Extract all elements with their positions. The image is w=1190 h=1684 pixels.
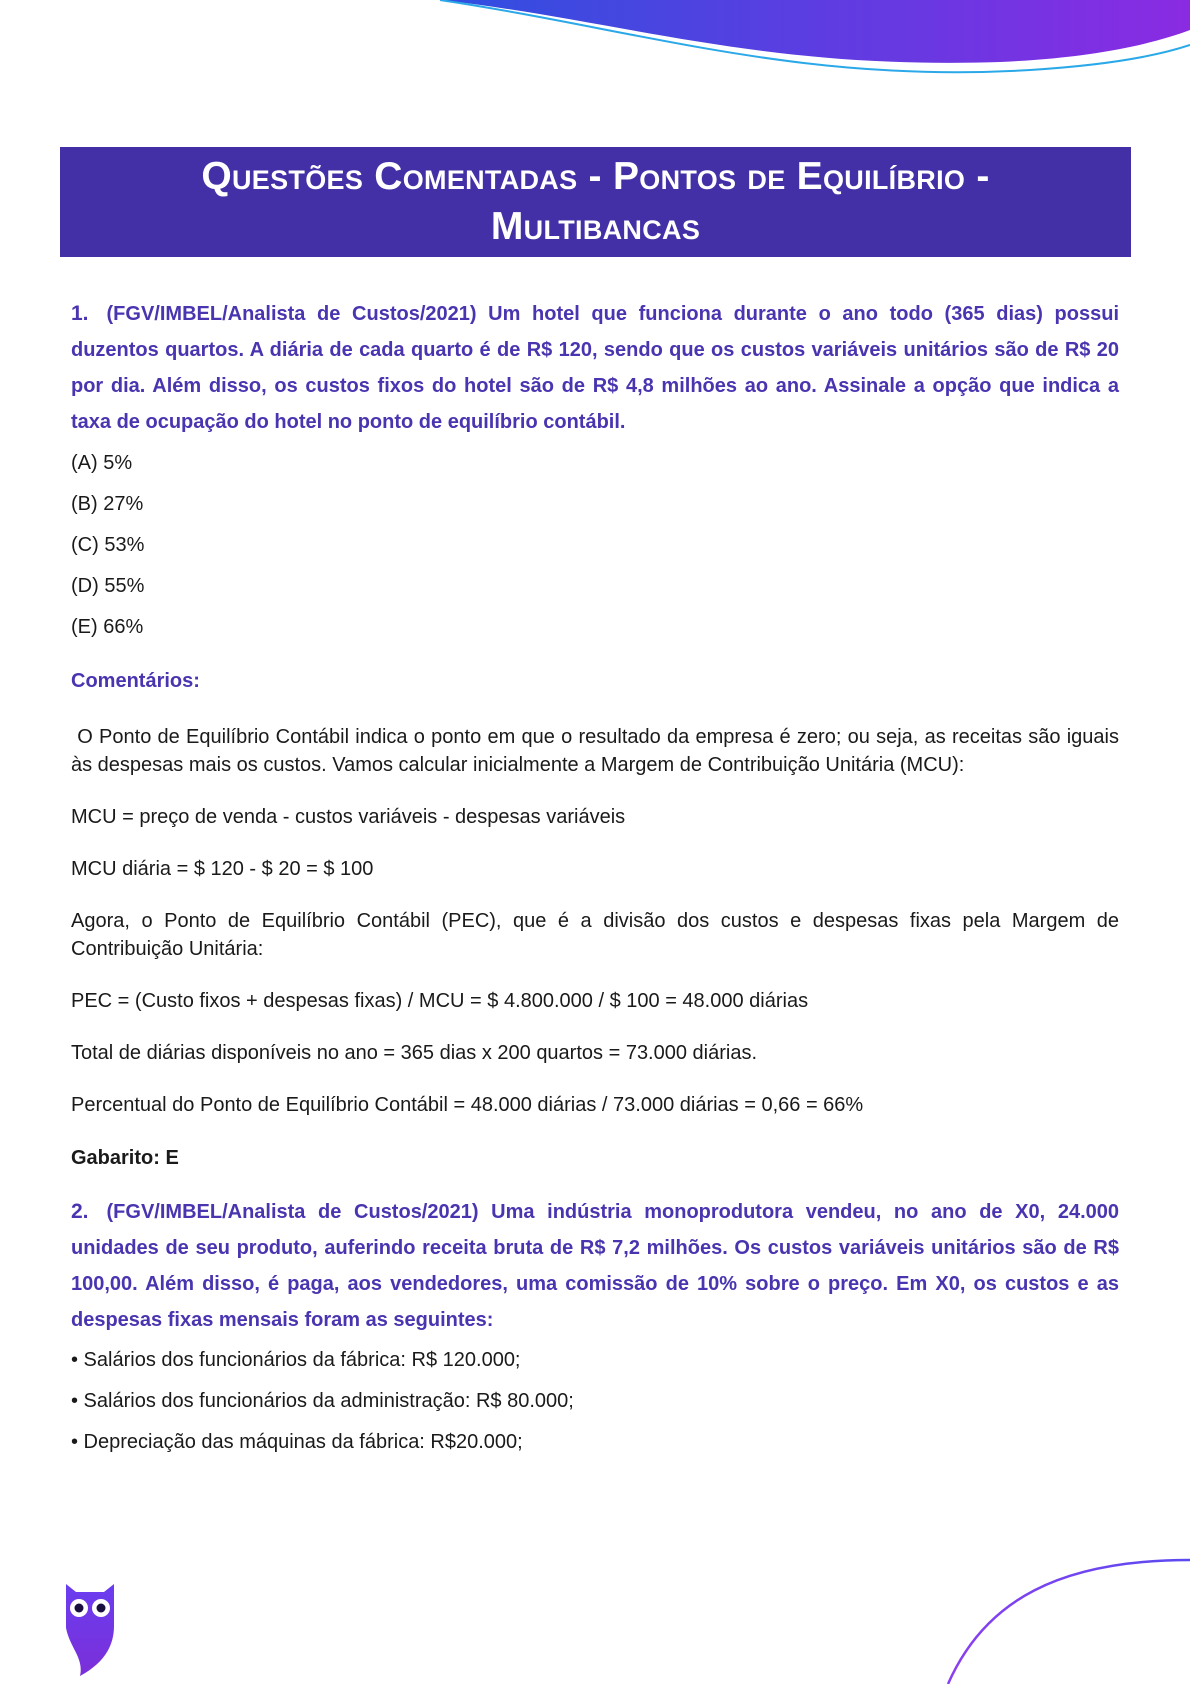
bottom-curve-decoration (0, 1540, 1190, 1684)
question-1-options (71, 446, 1119, 645)
top-wave-decoration (0, 0, 1190, 100)
list-item: • Depreciação das máquinas da fábrica: R$20.000; (71, 1431, 523, 1453)
page-title-line-2: Multibancas (490, 205, 701, 248)
comment-paragraph: PEC = (Custo fixos + despesas fixas) / MCU = $ 4.800.000 / $ 100 = 48.000 diárias (71, 990, 809, 1012)
option-a: (A) 5% (71, 452, 133, 474)
page-title-line-1: Questões Comentadas - Pontos de Equilíbrio - (201, 155, 990, 198)
question-2-items (71, 1342, 1119, 1461)
list-item: • Salários dos funcionários da administração: R$ 80.000; (71, 1390, 574, 1412)
comment-paragraph: Total de diárias disponíveis no ano = 365 dias x 200 quartos = 73.000 diárias. (71, 1042, 758, 1064)
question-2-text: (FGV/IMBEL/Analista de Custos/2021) Uma indústria monoprodutora vendeu, no ano de X0, 24.000 unidades de seu produto, auferindo receita bruta de R$ 7,2 milhões. Os custos variáveis unitários são de R$ 100,00. Além disso, é paga, aos vendedores, uma comissão de 10% sobre o preço. Em X0, os custos e as despesas fixas mensais foram as seguintes: (71, 1201, 1119, 1331)
option-e: (E) 66% (71, 616, 144, 638)
title-banner (60, 147, 1131, 257)
list-item: • Salários dos funcionários da fábrica: R$ 120.000; (71, 1349, 521, 1371)
question-1-statement (71, 296, 1119, 440)
question-1-text: (FGV/IMBEL/Analista de Custos/2021) Um hotel que funciona durante o ano todo (365 dias) possui duzentos quartos. A diária de cada quarto é de R$ 120, sendo que os custos variáveis unitários são de R$ 20 por dia. Além disso, os custos fixos do hotel são de R$ 4,8 milhões ao ano. Assinale a opção que indica a taxa de ocupação do hotel no ponto de equilíbrio contábil. (71, 303, 1119, 433)
answer-key: Gabarito: E (71, 1147, 179, 1169)
comment-paragraph: MCU diária = $ 120 - $ 20 = $ 100 (71, 858, 374, 880)
option-c: (C) 53% (71, 534, 145, 556)
option-d: (D) 55% (71, 575, 145, 597)
comment-paragraph: Agora, o Ponto de Equilíbrio Contábil (PEC), que é a divisão dos custos e despesas fixas pela Margem de Contribuição Unitária: (71, 910, 1119, 960)
option-b: (B) 27% (71, 493, 144, 515)
question-2-statement (71, 1194, 1119, 1338)
comment-paragraph: O Ponto de Equilíbrio Contábil indica o ponto em que o resultado da empresa é zero; ou seja, as receitas são iguais às despesas mais os custos. Vamos calcular inicialmente a Margem de Contribuição Unitária (MCU): (71, 726, 1125, 776)
question-1-number: 1. (71, 302, 89, 325)
comment-paragraph: Percentual do Ponto de Equilíbrio Contábil = 48.000 diárias / 73.000 diárias = 0,66 = 66% (71, 1094, 864, 1116)
comment-paragraph: MCU = preço de venda - custos variáveis - despesas variáveis (71, 806, 626, 828)
document-body (71, 296, 1125, 1461)
question-2-number: 2. (71, 1200, 89, 1223)
comments-heading: Comentários: (71, 670, 200, 692)
